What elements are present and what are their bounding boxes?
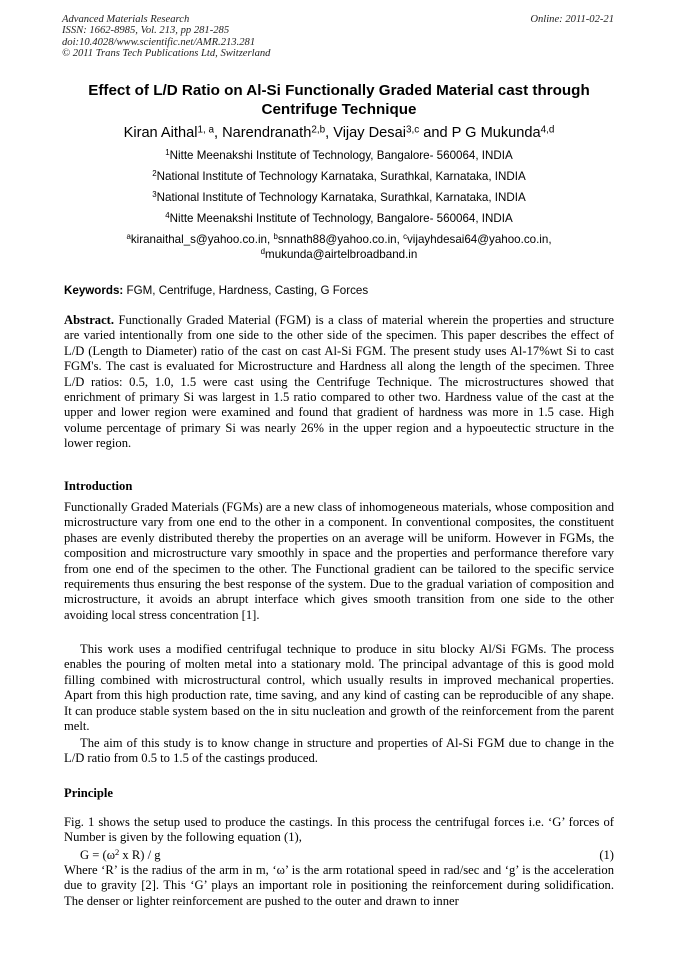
journal-name: Advanced Materials Research: [62, 14, 190, 25]
author-separator: ,: [213, 125, 223, 141]
affiliation-text: Nitte Meenakshi Institute of Technology, Bangalore- 560064, INDIA: [169, 149, 513, 162]
author-separator: ,: [325, 125, 334, 141]
author-affiliation-mark: 1, a: [197, 124, 214, 136]
author-separator: and: [419, 125, 452, 141]
introduction-paragraph: Functionally Graded Materials (FGMs) are a new class of inhomogeneous materials, whose composition and microstructure vary from one end to the other in a component. In conventional composites, the constituent phases are evenly distributed thereby the properties on an average will be uniform. However in FGMs, the composition and microstructure vary smoothly in space and the properties and performance therefore vary from one end of the specimen to the other. The Functional gradient can be tailored to the specific service requirements thus ensuring the best response of the system. Due to the gradual variation of composition and microstructure, it avoids an abrupt interface which gives smooth transition from one side to the other avoiding local stress concentration [1].: [64, 500, 614, 622]
affiliation: [60, 191, 618, 205]
email-mark: d: [260, 246, 266, 256]
email-mark: b: [273, 232, 278, 242]
equation-lhs: G = (ω: [80, 848, 115, 862]
author-name: P G Mukunda: [451, 125, 541, 141]
principle-paragraph: Where ‘R’ is the radius of the arm in m, ‘ω’ is the arm rotational speed in rad/sec and ‘g’ is the acceleration due to gravity [2]. This ‘G’ plays an important role in positioning the reinforcement during solidification. The denser or lighter reinforcement are pushed to the outer and drawn to inner: [64, 863, 614, 908]
affiliation-number: 4: [165, 211, 170, 221]
author-affiliation-mark: 4,d: [540, 124, 555, 136]
equation-exponent: 2: [114, 846, 120, 857]
abstract: [64, 313, 614, 452]
equation-1: [80, 848, 614, 863]
affiliation: [60, 170, 618, 184]
email-mark: c: [403, 232, 407, 242]
principle-paragraph: Fig. 1 shows the setup used to produce the castings. In this process the centrifugal forces i.e. ‘G’ forces of Number is given by the following equation (1),: [64, 815, 614, 845]
equation-rhs: x R) / g: [119, 848, 161, 862]
author-affiliation-mark: 3,c: [405, 124, 420, 136]
email-address: snnath88@yahoo.co.in,: [277, 233, 404, 246]
journal-header: [62, 14, 270, 60]
affiliation-number: 2: [152, 169, 157, 179]
author-list: [60, 124, 618, 142]
section-heading-principle: Principle: [64, 786, 113, 800]
journal-copyright: © 2011 Trans Tech Publications Ltd, Switzerland: [62, 48, 271, 60]
author-name: Kiran Aithal: [123, 125, 198, 141]
introduction-paragraph: This work uses a modified centrifugal technique to produce in situ blocky Al/Si FGMs. The process enables the pouring of molten metal into a stationary mold. The principal advantage of this is good mold filling combined with microstructural control, which usually results in improved mechanical properties. Apart from this high production rate, time saving, and any kind of casting can be reproducible of any shape. It can produce stable system based on the in situ nucleation and growth of the reinforcement from the parent melt.: [64, 642, 614, 734]
abstract-label: Abstract.: [64, 313, 115, 327]
keywords: [64, 284, 616, 298]
affiliation-text: Nitte Meenakshi Institute of Technology, Bangalore- 560064, INDIA: [169, 212, 513, 225]
author-name: Narendranath: [222, 125, 312, 141]
online-date: Online: 2011-02-21: [530, 14, 614, 25]
introduction-paragraph: The aim of this study is to know change in structure and properties of Al-Si FGM due to change in the L/D ratio from 0.5 to 1.5 of the castings produced.: [64, 736, 614, 766]
author-name: Vijay Desai: [333, 125, 406, 141]
affiliation-text: National Institute of Technology Karnataka, Surathkal, Karnataka, INDIA: [156, 170, 526, 183]
email-address: kiranaithal_s@yahoo.co.in,: [130, 233, 274, 246]
journal-issn: ISSN: 1662-8985, Vol. 213, pp 281-285: [62, 25, 230, 37]
paper-title: Effect of L/D Ratio on Al-Si Functionally Graded Material cast through Centrifuge Technique: [88, 82, 590, 118]
email-address: vijayhdesai64@yahoo.co.in,: [407, 233, 552, 246]
keywords-label: Keywords:: [64, 284, 124, 297]
affiliation-number: 3: [152, 190, 157, 200]
affiliation: [60, 212, 618, 226]
journal-doi: doi:10.4028/www.scientific.net/AMR.213.281: [62, 36, 256, 48]
abstract-text: Functionally Graded Material (FGM) is a class of material wherein the properties and structure are varied intentionally from one side to the other side of the specimen. This paper describes the effect of L/D (Length to Diameter) ratio of the cast on cast Al-Si FGM. The present study uses Al-17%wt Si to cast FGM's. The cast is evaluated for Microstructure and Hardness all along the length of the specimen. Three L/D ratios: 0.5, 1.0, 1.5 were cast using the Centrifuge Technique. The microstructures showed that enrichment of primary Si was largest in 1.5 ratio compared to other two. Hardness value of the cast at the upper and lower region were examined and found that gradient of hardness was more in 1.5 case. High volume percentage of primary Si was nearly 26% in the upper region and a hypoeutectic structure in the lower region.: [64, 313, 614, 451]
affiliation-text: National Institute of Technology Karnataka, Surathkal, Karnataka, INDIA: [156, 191, 526, 204]
keywords-text: FGM, Centrifuge, Hardness, Casting, G Forces: [123, 284, 369, 297]
email-mark: a: [126, 232, 131, 242]
author-affiliation-mark: 2,b: [311, 124, 326, 136]
affiliation-number: 1: [165, 148, 170, 158]
email-address: mukunda@airtelbroadband.in: [265, 247, 418, 261]
affiliation: [60, 149, 618, 163]
author-emails: [60, 233, 618, 262]
section-heading-introduction: Introduction: [64, 479, 133, 493]
equation-number: (1): [599, 848, 614, 862]
